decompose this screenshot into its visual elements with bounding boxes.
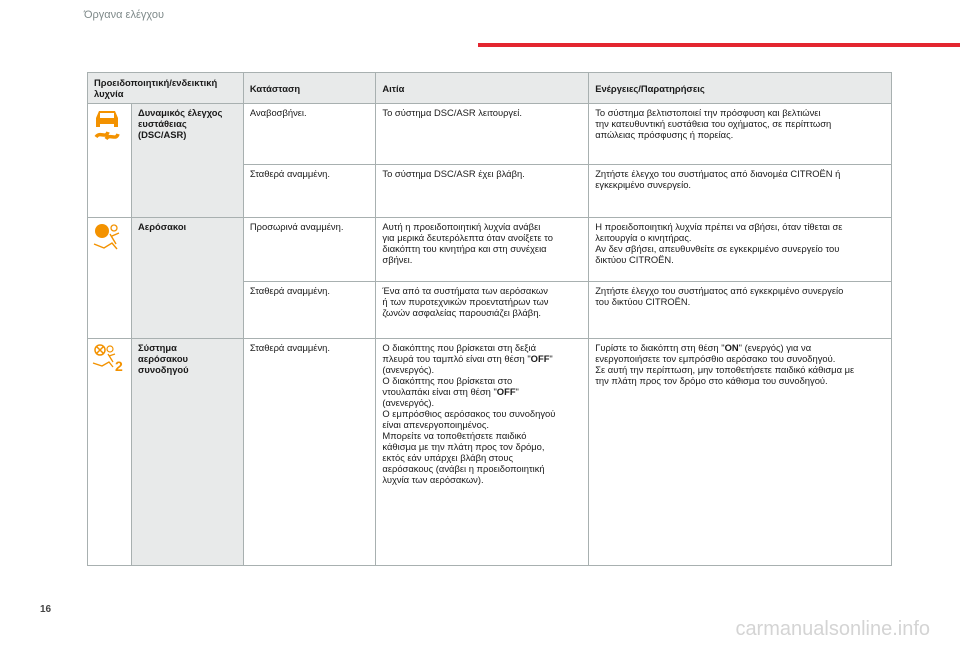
cause-line: Αυτή η προειδοποιητική λυχνία ανάβει [382,221,541,232]
icon-cell [88,104,132,218]
cause-line: για μερικά δευτερόλεπτα όταν ανοίξετε το [382,232,553,243]
header-cause: Αιτία [376,73,589,104]
lamp-name [131,218,243,339]
cause [376,104,589,165]
watermark: carmanualsonline.info [735,618,930,640]
action-line: του δικτύου CITROËN. [595,296,691,307]
lamp-name [131,339,243,566]
warning-lamps-table [87,72,892,566]
cause-line: πλευρά του ταμπλό είναι στη θέση "OFF" [382,353,553,364]
action-line: ενεργοποιήσετε τον εμπρόσθιο αερόσακο του συνοδηγού. [595,353,836,364]
action-line: εγκεκριμένο συνεργείο. [595,179,692,190]
cause-line: εκτός εάν υπάρχει βλάβη στους [382,452,513,463]
cause-line: ή των πυροτεχνικών προεντατήρων των [382,296,549,307]
stability-control-icon [92,108,124,142]
cause-line: αερόσακους (ανάβει η προειδοποιητική [382,463,545,474]
action-line: Η προειδοποιητική λυχνία πρέπει να σβήσει, όταν τίθεται σε [595,221,843,232]
state: Σταθερά αναμμένη. [243,282,376,339]
cause-line: Το σύστημα DSC/ASR λειτουργεί. [382,107,522,118]
action-line: την πλάτη προς τον δρόμο στο κάθισμα του συνοδηγού. [595,375,828,386]
passenger-airbag-off-icon [92,343,126,373]
action-line: απώλειας πρόσφυσης ή πορείας. [595,129,734,140]
cause-line: Ο διακόπτης που βρίσκεται στο [382,375,513,386]
header-action: Ενέργειες/Παρατηρήσεις [589,73,892,104]
off-label: OFF [496,386,516,397]
lamp-name-line: Αερόσακοι [137,221,187,232]
state: Προσωρινά αναμμένη. [243,218,376,282]
page-number: 16 [40,604,52,615]
lamp-name-line: Σύστημα [137,342,177,353]
cause-line: σβήνει. [382,254,413,265]
cause-line: Ένα από τα συστήματα των αερόσακων [382,285,548,296]
cause-line: ζωνών ασφαλείας παρουσιάζει βλάβη. [382,307,542,318]
cause-line: κάθισμα με την πλάτη προς τον δρόμο, [382,441,545,452]
svg-text:2: 2 [115,358,123,373]
action-line [595,342,885,353]
action-line: Το σύστημα βελτιστοποιεί την πρόσφυση και βελτιώνει [595,107,821,118]
table-row [88,218,892,282]
state: Αναβοσβήνει. [243,104,376,165]
cause-line: Ο εμπρόσθιος αερόσακος του συνοδηγού [382,408,556,419]
lamp-name-line: Δυναμικός έλεγχος [137,107,223,118]
action [589,218,892,282]
state: Σταθερά αναμμένη. [243,165,376,218]
action [589,339,892,566]
cause-line: (ανενεργός). [382,364,435,375]
state: Σταθερά αναμμένη. [243,339,376,566]
action-line: Αν δεν σβήσει, απευθυνθείτε σε εγκεκριμένο συνεργείο του [595,243,840,254]
cause-line: Ο διακόπτης που βρίσκεται στη δεξιά [382,342,537,353]
cause-text: πλευρά του ταμπλό είναι στη θέση " [382,353,531,364]
action-line: Σε αυτή την περίπτωση, μην τοποθετήσετε παιδικό κάθισμα με [595,364,855,375]
header-state: Κατάσταση [243,73,376,104]
action-line: λειτουργία ο κινητήρας. [595,232,692,243]
cause [376,165,589,218]
cause-line: Μπορείτε να τοποθετήσετε παιδικό [382,430,527,441]
action [589,165,892,218]
lamp-name-line: ευστάθειας [137,118,187,129]
cause-line: διακόπτη του κινητήρα και στη συνέχεια [382,243,547,254]
cause [376,339,589,566]
action-line: Ζητήστε έλεγχο του συστήματος από εγκεκριμένο συνεργείο [595,285,844,296]
cause-text: ντουλαπάκι είναι στη θέση " [382,386,497,397]
action-line: την κατευθυντική ευστάθεια του οχήματος, σε περίπτωση [595,118,832,129]
off-label: OFF [530,353,550,364]
cause-line: λυχνία των αερόσακων). [382,474,484,485]
action-text: " (ενεργός) για να [738,342,812,353]
table-row [88,104,892,165]
header-lamp: Προειδοποιητική/ενδεικτική λυχνία [88,73,244,104]
table-row [88,339,892,566]
on-label: ON [724,342,739,353]
action [589,104,892,165]
accent-bar [478,43,960,47]
lamp-name-line: αερόσακου [137,353,188,364]
cause-line: (ανενεργός). [382,397,435,408]
cause-line: Το σύστημα DSC/ASR έχει βλάβη. [382,168,525,179]
lamp-name-line: συνοδηγού [137,364,189,375]
cause [376,218,589,282]
icon-cell [88,218,132,339]
action-text: Γυρίστε το διακόπτη στη θέση " [595,342,725,353]
airbag-icon [92,222,124,252]
lamp-name [131,104,243,218]
icon-cell [88,339,132,566]
section-title: Όργανα ελέγχου [84,9,164,21]
action [589,282,892,339]
lamp-name-line: (DSC/ASR) [137,129,187,140]
cause-line: ντουλαπάκι είναι στη θέση "OFF" [382,386,519,397]
action-line: δικτύου CITROËN. [595,254,674,265]
cause-line: είναι απενεργοποιημένος. [382,419,489,430]
cause [376,282,589,339]
action-line: Ζητήστε έλεγχο του συστήματος από διανομέα CITROËN ή [595,168,841,179]
table-header-row [88,73,892,104]
